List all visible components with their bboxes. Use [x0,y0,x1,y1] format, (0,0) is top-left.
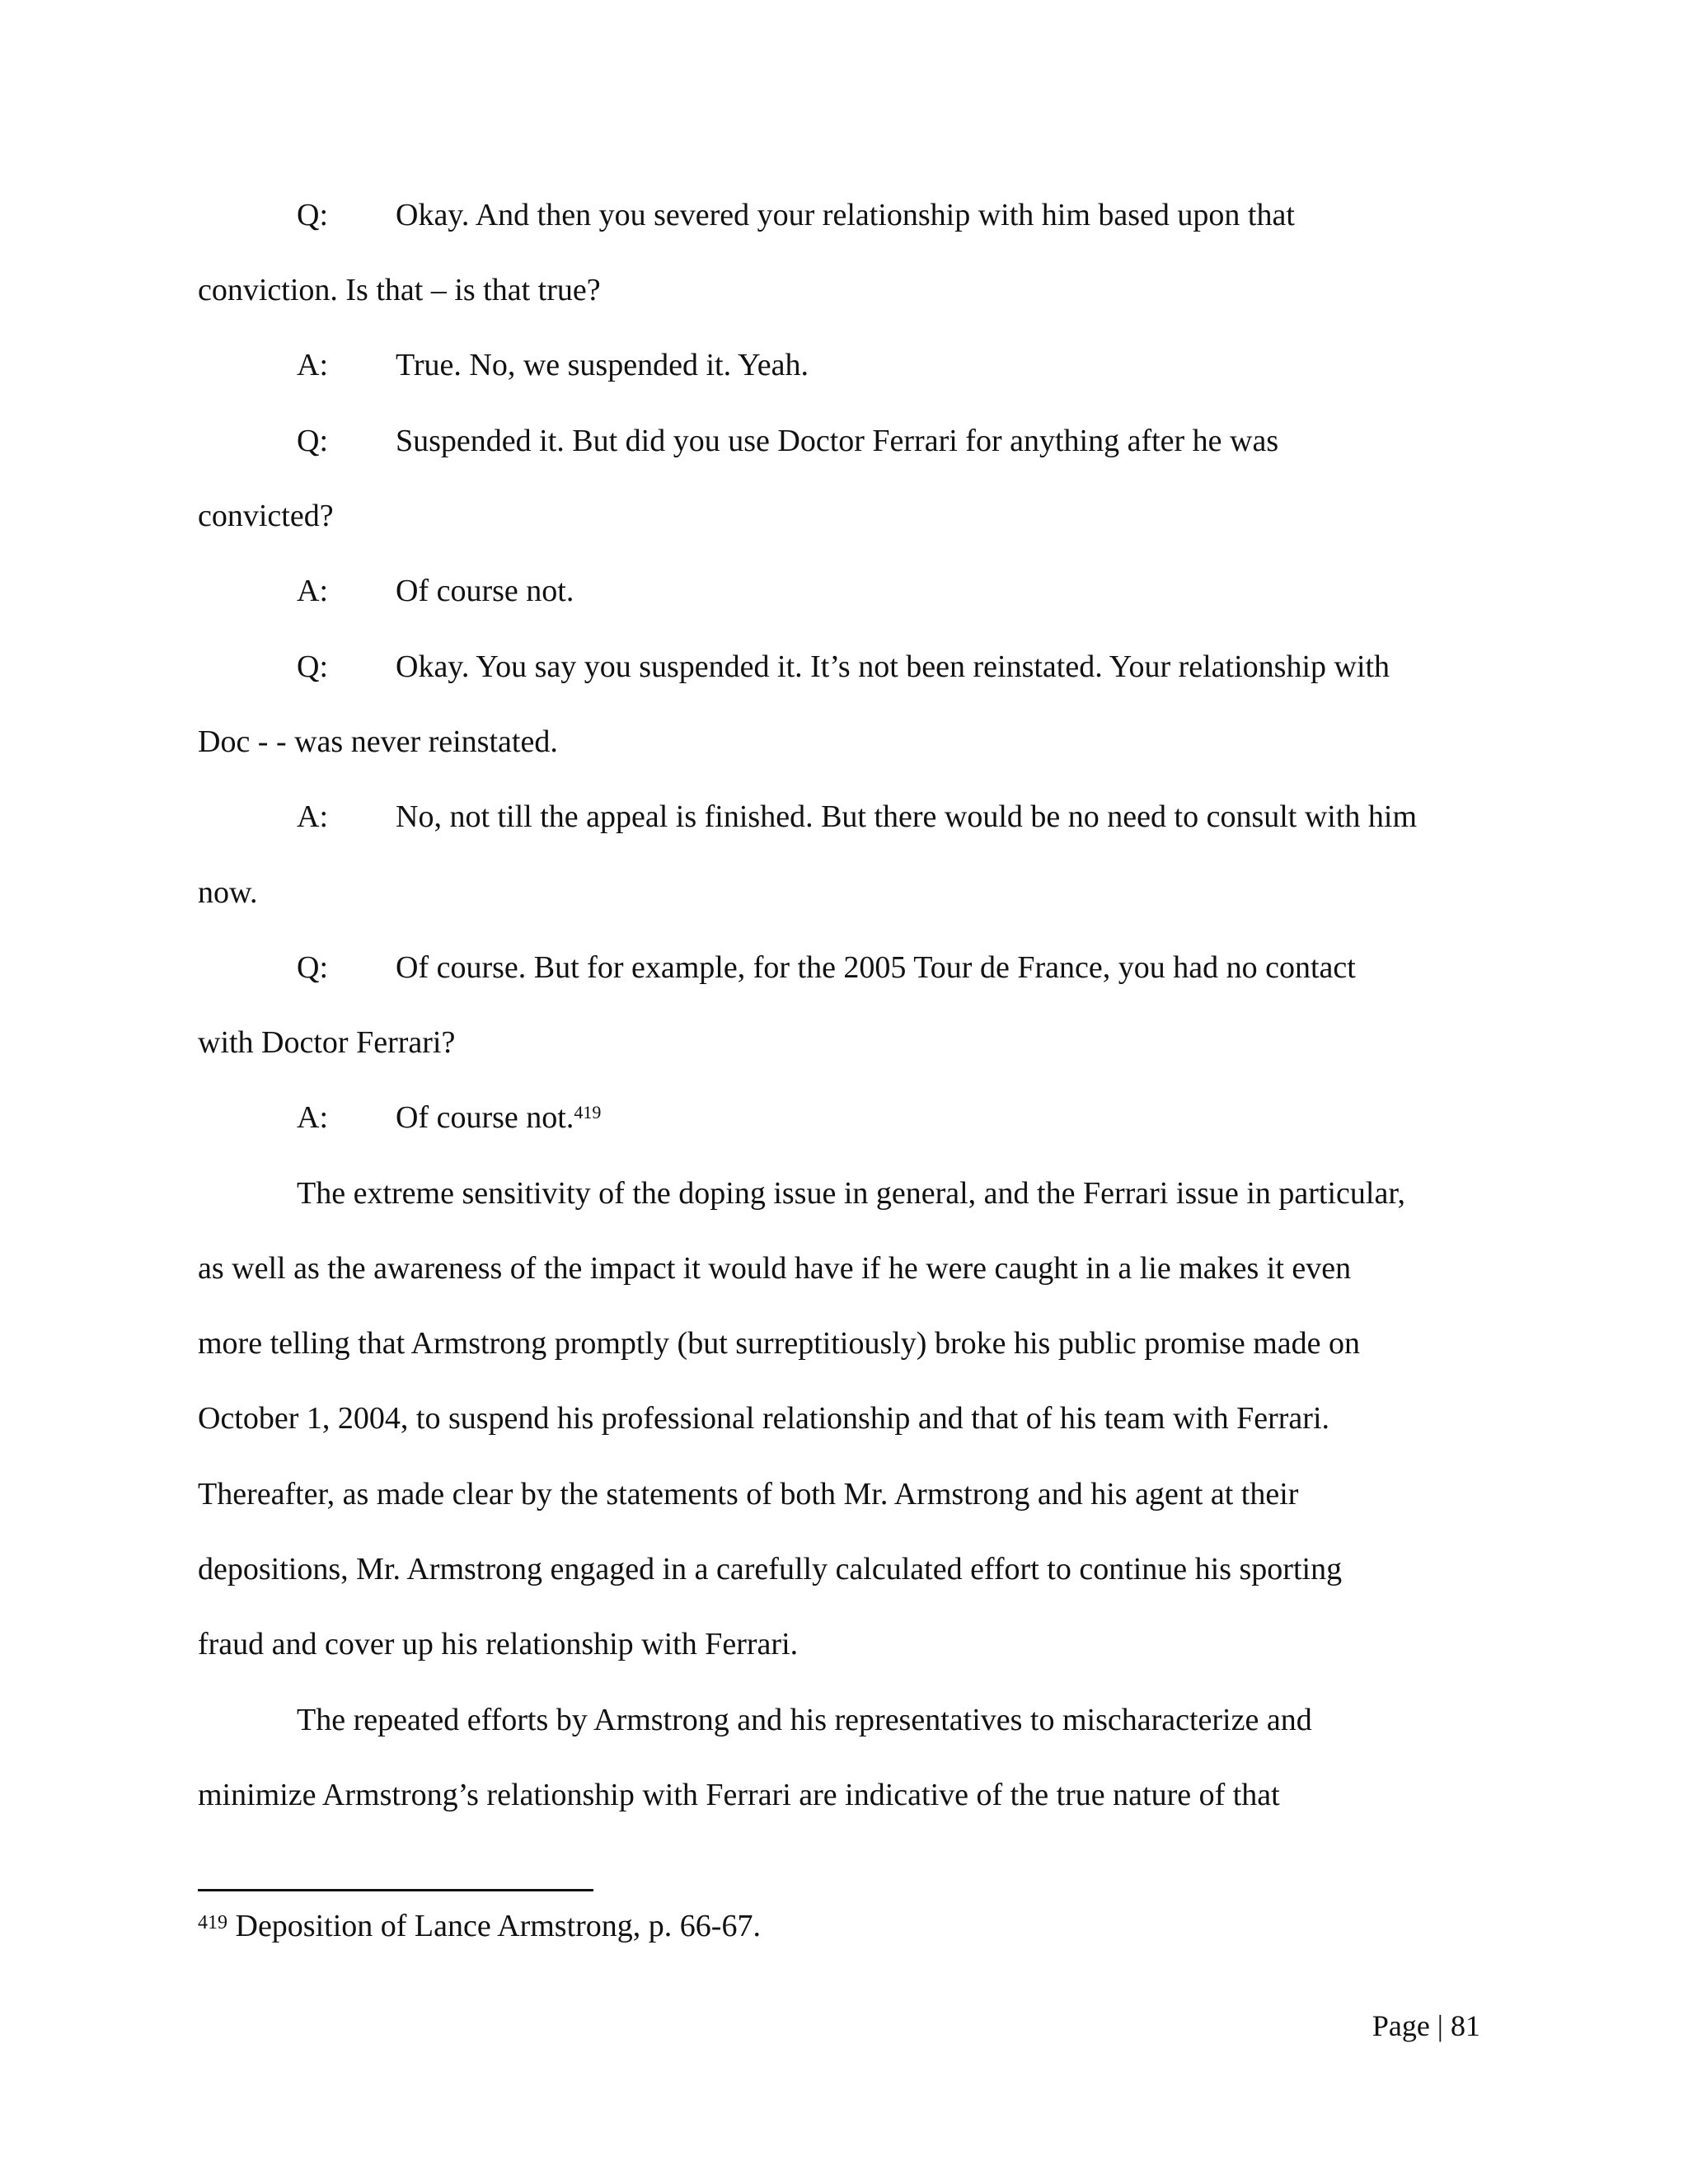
paragraph-line: more telling that Armstrong promptly (but surreptitiously) broke his public promise made on [198,1326,1361,1361]
transcript-continuation: now. [198,875,258,910]
transcript-text: Of course not. [396,574,574,608]
paragraph-line: The extreme sensitivity of the doping issue in general, and the Ferrari issue in particular, [297,1176,1405,1211]
paragraph-line: depositions, Mr. Armstrong engaged in a carefully calculated effort to continue his sporting [198,1552,1343,1586]
footnote-separator [198,1889,593,1891]
paragraph-line: fraud and cover up his relationship with Ferrari. [198,1627,799,1661]
transcript-text: Suspended it. But did you use Doctor Ferrari for anything after he was [396,424,1279,458]
speaker-label: A: [297,574,328,608]
transcript-text: No, not till the appeal is finished. But there would be no need to consult with him [396,799,1418,834]
speaker-label: A: [297,348,328,382]
transcript-continuation: with Doctor Ferrari? [198,1025,456,1060]
speaker-label: Q: [297,950,328,985]
transcript-continuation: conviction. Is that – is that true? [198,273,601,307]
speaker-label: Q: [297,424,328,458]
speaker-label: Q: [297,649,328,684]
footnote-number: 419 [198,1912,227,1933]
footnote-reference[interactable]: 419 [574,1102,602,1122]
paragraph-line: Thereafter, as made clear by the statements of both Mr. Armstrong and his agent at their [198,1477,1299,1511]
transcript-text: Okay. You say you suspended it. It’s not been reinstated. Your relationship with [396,649,1390,684]
transcript-text: True. No, we suspended it. Yeah. [396,348,809,382]
transcript-text: Okay. And then you severed your relationship with him based upon that [396,198,1295,232]
transcript-text: Of course not. [396,1100,574,1135]
speaker-label: A: [297,1100,328,1135]
transcript-text: Of course. But for example, for the 2005 Tour de France, you had no contact [396,950,1356,985]
speaker-label: Q: [297,198,328,232]
transcript-continuation: Doc - - was never reinstated. [198,724,558,759]
page-number: Page | 81 [1372,2009,1480,2042]
paragraph-line: minimize Armstrong’s relationship with Ferrari are indicative of the true nature of that [198,1778,1280,1812]
transcript-text-with-footnote [396,1099,601,1137]
footnote [198,1907,761,1945]
paragraph-line: The repeated efforts by Armstrong and his representatives to mischaracterize and [297,1703,1312,1737]
transcript-continuation: convicted? [198,499,334,533]
speaker-label: A: [297,799,328,834]
footnote-text: Deposition of Lance Armstrong, p. 66-67. [227,1909,761,1943]
paragraph-line: October 1, 2004, to suspend his professional relationship and that of his team with Ferrari. [198,1401,1330,1436]
paragraph-line: as well as the awareness of the impact it would have if he were caught in a lie makes it even [198,1251,1352,1286]
